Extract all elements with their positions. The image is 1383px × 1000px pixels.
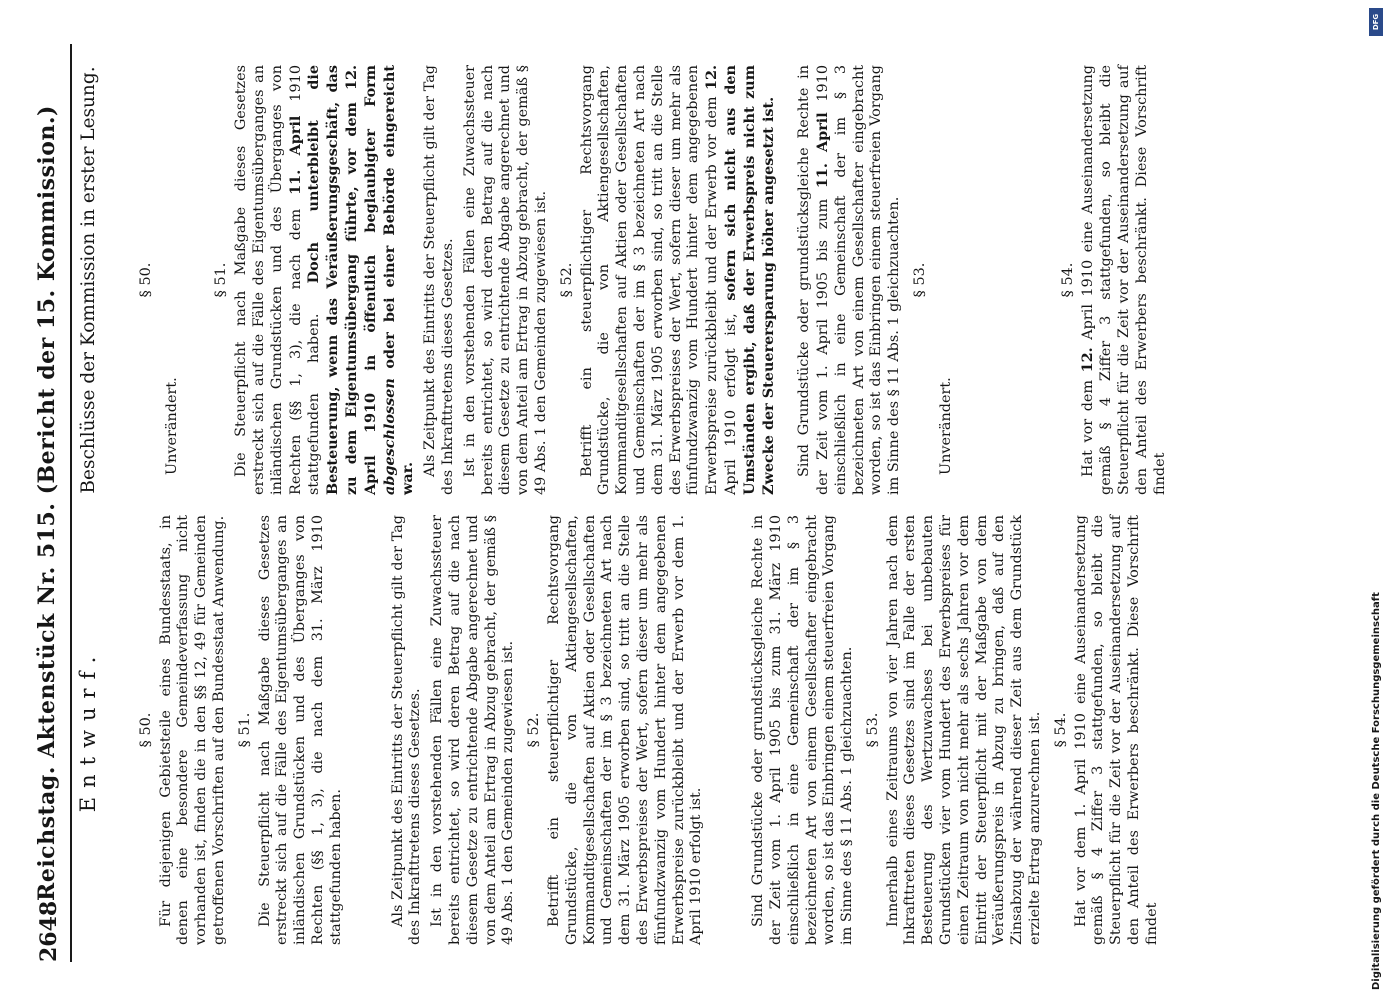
section-51-text-2: Als Zeitpunkt des Eintritts der Steuerpflicht gilt der Tag des Inkrafttretens dieses Gesetzes. (389, 515, 424, 945)
bold-date-11-april-2: 11. April (814, 112, 832, 189)
bold-date-12: 12. (703, 65, 721, 91)
section-53-unchanged: Unverändert. (937, 377, 954, 475)
section-52-heading: § 52. (526, 712, 543, 748)
section-54-text: Hat vor dem 1. April 1910 eine Auseinandersetzung gemäß § 4 Ziffer 3 stattgefunden, so bleibt die Steuerpflicht für die Zeit vor der Auseinandersetzung auf den Anteil des Erwerbers beschränkt. Diese Vorschrift findet (1072, 515, 1160, 945)
section-54-heading: § 54. (1052, 712, 1069, 748)
dfg-logo: DFG (1369, 8, 1383, 36)
digitization-note: Digitalisierung gefördert durch die Deutsche Forschungsgemeinschaft (1371, 592, 1382, 990)
column-title-entwurf: Entwurf. (76, 647, 100, 813)
section-53-heading-r: § 53. (912, 262, 929, 298)
section-51-heading: § 51. (236, 712, 253, 748)
running-title: Reichstag. Aktenstück Nr. 515. (Bericht der 15. Kommission.) (34, 105, 60, 901)
section-54-heading-r: § 54. (1059, 262, 1076, 298)
section-53-heading: § 53. (864, 712, 881, 748)
section-52-text: Betrifft ein steuerpflichtiger Rechtsvorgang Grundstücke, die von Aktiengesellschaften, Kommanditgesellschaften auf Aktien oder Gesellschaften und Gemeinschaften der im § 3 bezeichneten Art nach dem 31. März 1905 erworben sind, so tritt an die Stelle des Erwerbspreises der Wert, sofern dieser um mehr als fünfundzwanzig vom Hundert hinter dem angegebenen Erwerbspreise zurückbleibt und der Erwerb vor dem 1. April 1910 erfolgt ist. (545, 515, 705, 945)
section-51-text-r: Die Steuerpflicht nach Maßgabe dieses Gesetzes erstreckt sich auf die Fälle des Eigentumsüberganges an inländischen Grundstücken und des Überganges von Rechten (§§ 1, 3), die nach dem 11. April 1910 stattgefunden haben. Doch unterbleibt die Besteuerung, wenn das Veräußerungsgeschäft, das zu dem Eigentumsübergang führte, vor dem 12. April 1910 in öffentlich beglaubigter Form abgeschlossen oder bei einer Behörde eingereicht war. (233, 64, 417, 495)
italic-abgeschlossen: abgeschlossen (380, 378, 398, 495)
section-54-text-r: Hat vor dem 12. April 1910 eine Auseinandersetzung gemäß § 4 Ziffer 3 stattgefunden, so bleibt die Steuerpflicht für die Zeit vor der Auseinandersetzung auf den Anteil des Erwerbers beschränkt. Diese Vorschrift findet (1079, 64, 1168, 495)
section-52-text-r: Betrifft ein steuerpflichtiger Rechtsvorgang Grundstücke, die von Aktiengesellschaften, Kommanditgesellschaften auf Aktien oder Gesellschaften und Gemeinschaften der im § 3 bezeichneten Art nach dem 31. März 1905 erworben sind, so tritt an die Stelle des Erwerbspreises der Wert, sofern dieser um mehr als fünfundzwanzig vom Hundert hinter dem angegebenen Erwerbspreise zurückbleibt und der Erwerb vor dem 12. April 1910 erfolgt ist, sofern sich nicht aus den Umständen ergibt, daß der Erwerbspreis nicht zum Zwecke der Steuerersparung höher angesetzt ist. (578, 65, 777, 495)
section-50-text: Für diejenigen Gebietsteile eines Bundesstaats, in denen eine besondere Gemeindeverfassung nicht vorhanden ist, finden die in den §§ 12, 49 für Gemeinden getroffenen Vorschriften auf den Bundesstaat Anwendung. (157, 515, 227, 945)
bold-date-11-april: 11. April (286, 115, 304, 195)
column-beschluesse (78, 65, 1173, 495)
section-51-text-2-r: Als Zeitpunkt des Eintritts der Steuerpflicht gilt der Tag des Inkrafttretens dieses Gesetzes. (422, 65, 456, 495)
section-52-text-2: Sind Grundstücke oder grundstücksgleiche Rechte in der Zeit vom 1. April 1905 bis zum 31. März 1910 einschließlich in eine Gemeinschaft der im § 3 bezeichneten Art von einem Gesellschafter eingebracht worden, so ist das Einbringen einem steuerfreien Vorgang im Sinne des § 11 Abs. 1 gleichzuachten. (750, 515, 856, 945)
section-50-heading-r: § 50. (137, 262, 154, 298)
section-50-unchanged: Unverändert. (163, 377, 180, 475)
bold-amendment-1: Doch unterbleibt die Besteuerung, wenn das Veräußerungsgeschäft, das zu dem Eigentumsübergang führte, vor dem 12. April 1910 in öffentlich beglaubigter Form (305, 65, 379, 495)
section-52-text-2-r: Sind Grundstücke oder grundstücksgleiche Rechte in der Zeit vom 1. April 1905 bis zum 11. April 1910 einschließlich in eine Gemeinschaft der im § 3 bezeichneten Art von einem Gesellschafter eingebracht worden, so ist das Einbringen einem steuerfreien Vorgang im Sinne des § 11 Abs. 1 gleichzuachten. (796, 65, 903, 495)
section-51-text-3-r: Ist in den vorstehenden Fällen eine Zuwachssteuer bereits entrichtet, so wird deren Betrag auf die nach diesem Gesetze zu entrichtende Abgabe angerechnet und von dem Anteil am Ertrag in Abzug gebracht, der gemäß § 49 Abs. 1 den Gemeinden zugewiesen ist. (461, 65, 549, 495)
section-53-text: Innerhalb eines Zeitraums von vier Jahren nach dem Inkrafttreten dieses Gesetzes sind im Falle der ersten Besteuerung des Wertzuwachses bei unbebauten Grundstücken vier vom Hundert des Erwerbspreises für einen Zeitraum von nicht mehr als sechs Jahren vor dem Eintritt der Steuerpflicht mit der Maßgabe von dem Veräußerungspreis in Abzug zu bringen, daß auf den Zinsabzug der während dieser Zeit aus dem Grundstück erzielte Ertrag anzurechnen ist. (884, 515, 1044, 945)
section-51-heading-r: § 51. (213, 262, 230, 298)
bold-date-12-b: 12. (1079, 347, 1097, 373)
page-header (30, 44, 72, 962)
page-number: 2648 (36, 900, 62, 962)
bold-amendment-2: oder bei einer Behörde eingereicht war. (380, 65, 417, 495)
section-50-heading: § 50. (137, 712, 154, 748)
section-52-heading-r: § 52. (558, 262, 575, 298)
column-title-beschluesse: Beschlüsse der Kommission in erster Lesung. (78, 66, 99, 494)
section-51-text-3: Ist in den vorstehenden Fällen eine Zuwachssteuer bereits entrichtet, so wird deren Betrag auf die nach diesem Gesetze zu entrichtende Abgabe angerechnet und von dem Anteil am Ertrag in Abzug gebracht, der gemäß § 49 Abs. 1 den Gemeinden zugewiesen ist. (429, 515, 517, 945)
bold-amendment-3: sofern sich nicht aus den Umständen ergibt, daß der Erwerbspreis nicht zum Zwecke der Steuerersparung höher angesetzt ist. (721, 65, 777, 495)
column-entwurf (78, 515, 1166, 945)
section-51-text: Die Steuerpflicht nach Maßgabe dieses Gesetzes erstreckt sich auf die Fälle des Eigentumsüberganges an inländischen Grundstücken und des Überganges von Rechten (§§ 1, 3), die nach dem 31. März 1910 stattgefunden haben. (256, 515, 344, 945)
